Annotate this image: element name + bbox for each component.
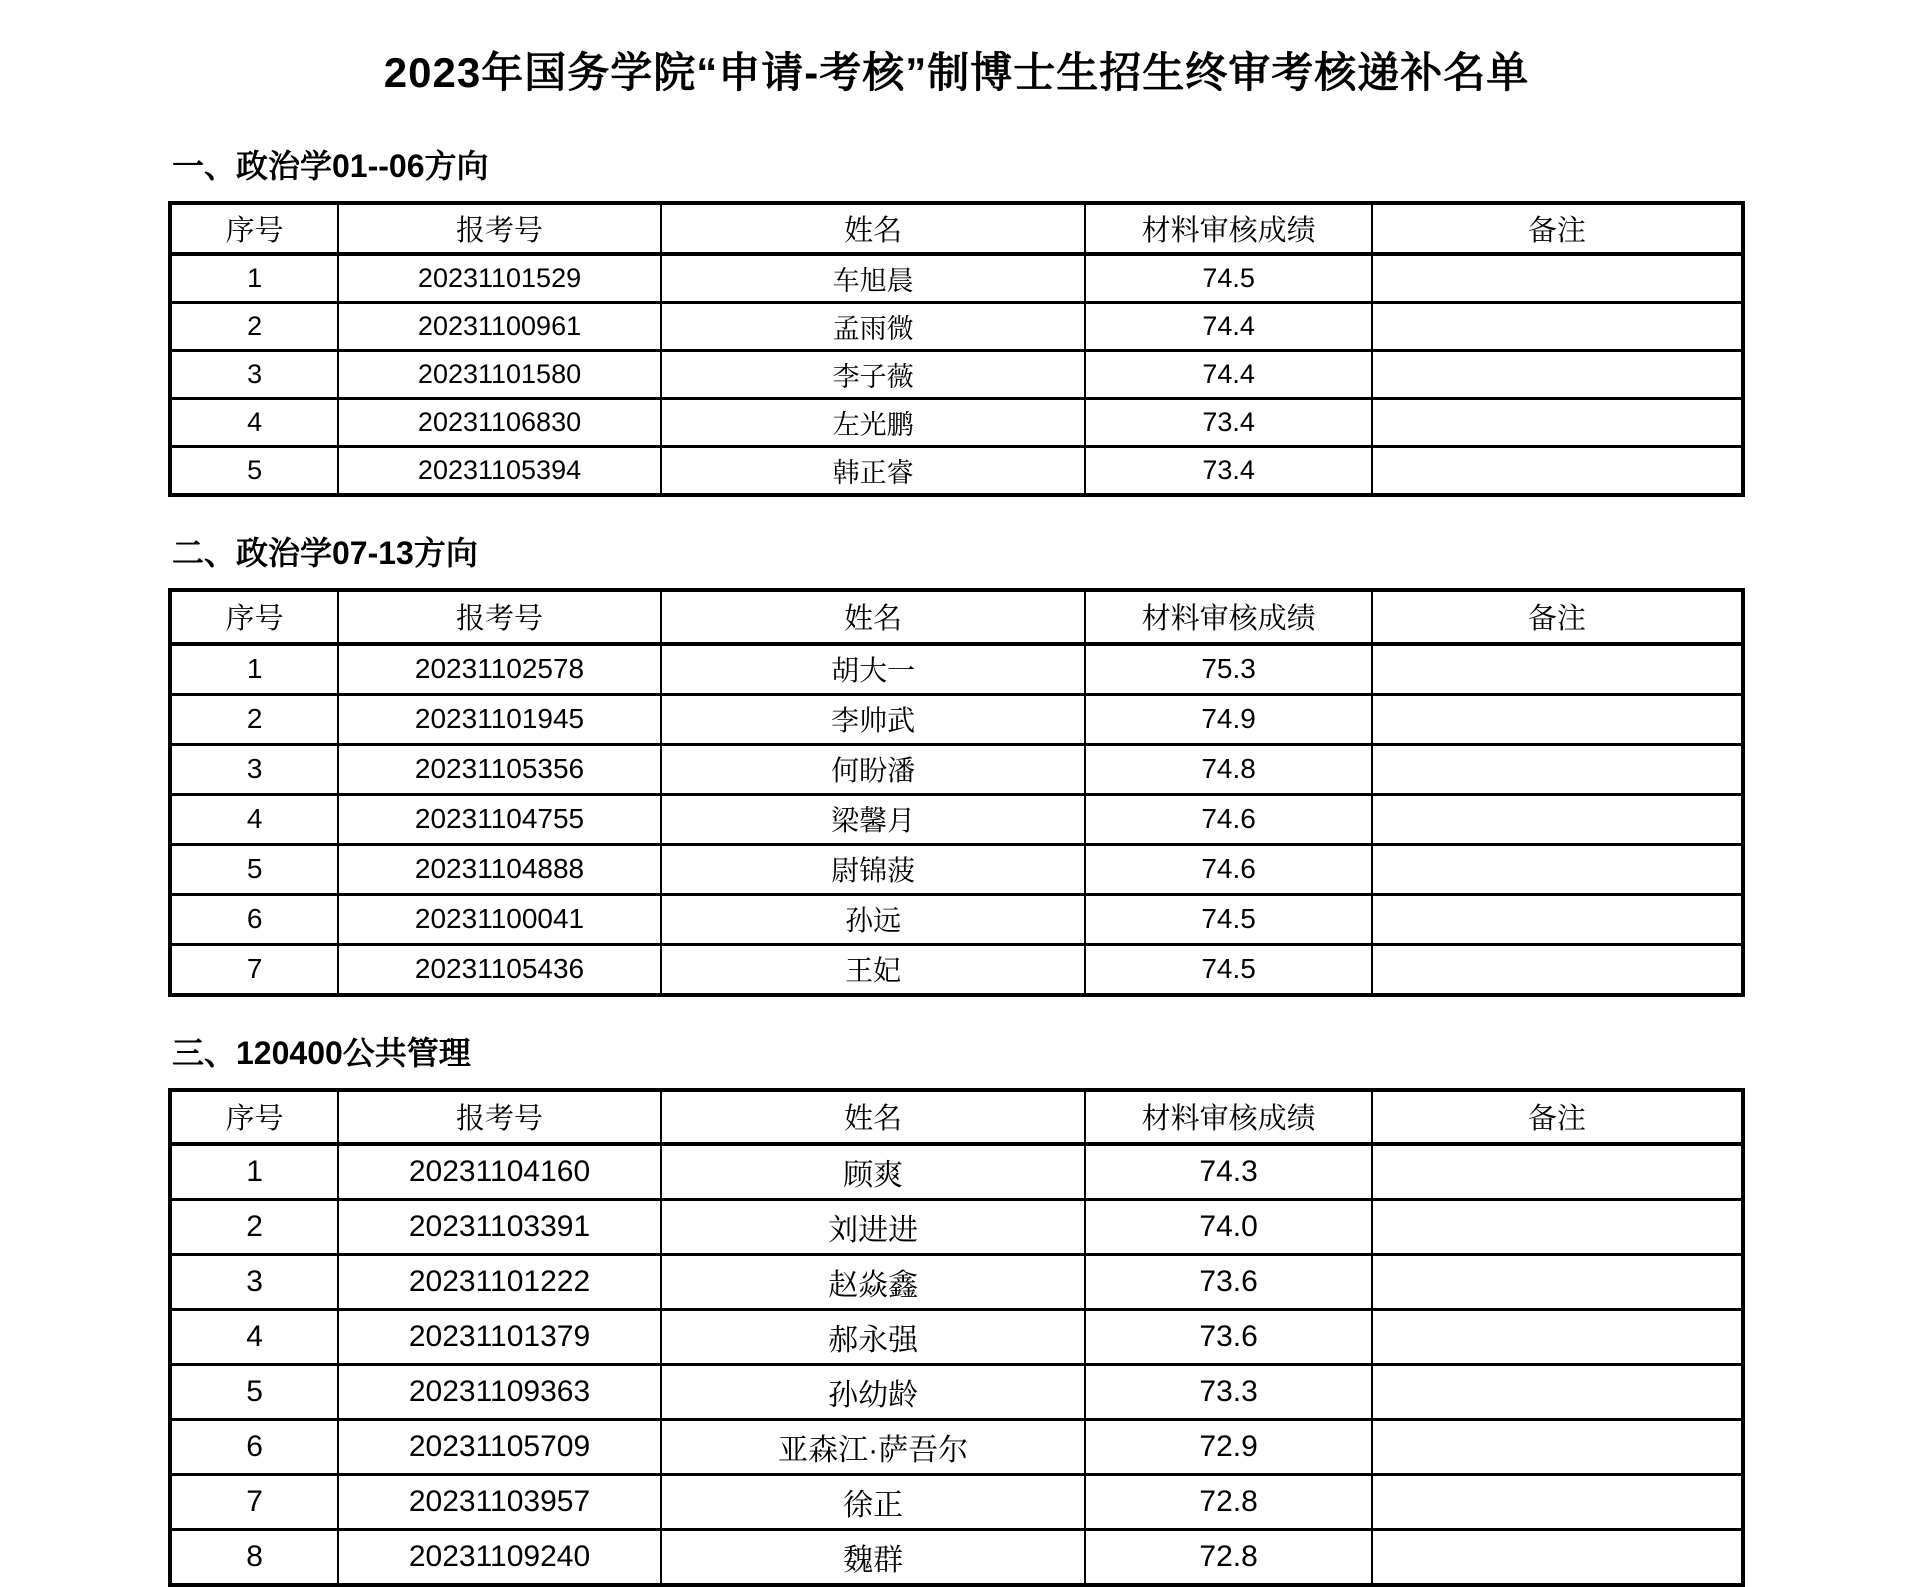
score-cell: 74.3: [1085, 1144, 1371, 1200]
name-cell: 车旭晨: [661, 254, 1086, 303]
score-cell: 73.6: [1085, 1254, 1371, 1309]
application-number-cell: 20231109363: [338, 1364, 660, 1419]
name-cell: 顾爽: [661, 1144, 1086, 1200]
no-cell: 2: [170, 1199, 338, 1254]
remark-cell: [1372, 844, 1743, 894]
remark-cell: [1372, 399, 1743, 447]
remark-cell: [1372, 644, 1743, 695]
name-cell: 胡大一: [661, 644, 1086, 695]
name-cell: 左光鹏: [661, 399, 1086, 447]
section-2-heading: 二、政治学07-13方向: [172, 535, 478, 572]
no-cell: 3: [170, 351, 338, 399]
no-cell: 1: [170, 254, 338, 303]
application-number-cell: 20231105356: [338, 744, 660, 794]
score-cell: 74.6: [1085, 794, 1371, 844]
table-header-row: [170, 1090, 1743, 1144]
table-header-row: [170, 203, 1743, 254]
table-row: [170, 1199, 1743, 1254]
remark-cell: [1372, 1419, 1743, 1474]
table-row: [170, 744, 1743, 794]
score-cell: 74.0: [1085, 1199, 1371, 1254]
section-public-administration: [168, 1035, 1745, 1587]
no-cell: 5: [170, 447, 338, 496]
remark-cell: [1372, 1474, 1743, 1529]
application-number-cell: 20231100961: [338, 303, 660, 351]
name-cell: 魏群: [661, 1529, 1086, 1585]
score-cell: 73.4: [1085, 447, 1371, 496]
application-number-cell: 20231101580: [338, 351, 660, 399]
no-cell: 4: [170, 794, 338, 844]
application-number-cell: 20231101945: [338, 694, 660, 744]
no-cell: 6: [170, 894, 338, 944]
remark-cell: [1372, 794, 1743, 844]
application-number-cell: 20231104755: [338, 794, 660, 844]
roster-table-3: [168, 1088, 1745, 1587]
remark-cell: [1372, 744, 1743, 794]
table-row: [170, 447, 1743, 496]
no-cell: 5: [170, 1364, 338, 1419]
application-number-cell: 20231100041: [338, 894, 660, 944]
table-row: [170, 694, 1743, 744]
no-cell: 5: [170, 844, 338, 894]
name-cell: 梁馨月: [661, 794, 1086, 844]
application-number-cell: 20231101529: [338, 254, 660, 303]
no-cell: 8: [170, 1529, 338, 1585]
score-cell: 75.3: [1085, 644, 1371, 695]
application-number-cell: 20231104160: [338, 1144, 660, 1200]
score-cell: 74.5: [1085, 894, 1371, 944]
column-header-remark: 备注: [1372, 1090, 1743, 1144]
table-row: [170, 1474, 1743, 1529]
column-header-remark: 备注: [1372, 203, 1743, 254]
name-cell: 孙远: [661, 894, 1086, 944]
table-row: [170, 1144, 1743, 1200]
table-row: [170, 894, 1743, 944]
column-header-no: 序号: [170, 590, 338, 644]
no-cell: 6: [170, 1419, 338, 1474]
name-cell: 李帅武: [661, 694, 1086, 744]
score-cell: 73.3: [1085, 1364, 1371, 1419]
score-cell: 72.8: [1085, 1474, 1371, 1529]
column-header-application-number: 报考号: [338, 590, 660, 644]
application-number-cell: 20231101222: [338, 1254, 660, 1309]
column-header-no: 序号: [170, 1090, 338, 1144]
remark-cell: [1372, 1364, 1743, 1419]
table-header-row: [170, 590, 1743, 644]
score-cell: 74.6: [1085, 844, 1371, 894]
application-number-cell: 20231106830: [338, 399, 660, 447]
roster-table-1: [168, 201, 1745, 497]
score-cell: 72.8: [1085, 1529, 1371, 1585]
table-row: [170, 1419, 1743, 1474]
application-number-cell: 20231105436: [338, 944, 660, 995]
table-row: [170, 944, 1743, 995]
table-row: [170, 1309, 1743, 1364]
table-row: [170, 844, 1743, 894]
remark-cell: [1372, 447, 1743, 496]
section-1-heading: 一、政治学01--06方向: [172, 148, 489, 185]
name-cell: 徐正: [661, 1474, 1086, 1529]
no-cell: 2: [170, 303, 338, 351]
column-header-application-number: 报考号: [338, 1090, 660, 1144]
column-header-no: 序号: [170, 203, 338, 254]
name-cell: 尉锦菠: [661, 844, 1086, 894]
remark-cell: [1372, 1199, 1743, 1254]
remark-cell: [1372, 944, 1743, 995]
score-cell: 73.6: [1085, 1309, 1371, 1364]
application-number-cell: 20231104888: [338, 844, 660, 894]
column-header-name: 姓名: [661, 1090, 1086, 1144]
column-header-score: 材料审核成绩: [1085, 203, 1371, 254]
no-cell: 7: [170, 1474, 338, 1529]
table-row: [170, 644, 1743, 695]
table-row: [170, 351, 1743, 399]
section-politics-01-06: [168, 148, 1745, 497]
column-header-name: 姓名: [661, 590, 1086, 644]
column-header-application-number: 报考号: [338, 203, 660, 254]
section-politics-07-13: [168, 535, 1745, 997]
remark-cell: [1372, 1254, 1743, 1309]
section-3-heading: 三、120400公共管理: [172, 1034, 471, 1071]
name-cell: 李子薇: [661, 351, 1086, 399]
remark-cell: [1372, 694, 1743, 744]
table-row: [170, 254, 1743, 303]
no-cell: 3: [170, 744, 338, 794]
no-cell: 4: [170, 399, 338, 447]
no-cell: 7: [170, 944, 338, 995]
application-number-cell: 20231102578: [338, 644, 660, 695]
page-title: 2023年国务学院“申请-考核”制博士生招生终审考核递补名单: [383, 49, 1530, 96]
score-cell: 74.5: [1085, 944, 1371, 995]
table-row: [170, 1254, 1743, 1309]
name-cell: 亚森江·萨吾尔: [661, 1419, 1086, 1474]
score-cell: 74.4: [1085, 351, 1371, 399]
name-cell: 孟雨微: [661, 303, 1086, 351]
table-row: [170, 794, 1743, 844]
application-number-cell: 20231105394: [338, 447, 660, 496]
remark-cell: [1372, 1529, 1743, 1585]
column-header-name: 姓名: [661, 203, 1086, 254]
score-cell: 74.5: [1085, 254, 1371, 303]
application-number-cell: 20231109240: [338, 1529, 660, 1585]
name-cell: 何盼潘: [661, 744, 1086, 794]
table-row: [170, 1529, 1743, 1585]
no-cell: 2: [170, 694, 338, 744]
remark-cell: [1372, 254, 1743, 303]
no-cell: 1: [170, 644, 338, 695]
column-header-score: 材料审核成绩: [1085, 1090, 1371, 1144]
roster-table-2: [168, 588, 1745, 997]
table-row: [170, 1364, 1743, 1419]
no-cell: 1: [170, 1144, 338, 1200]
table-row: [170, 399, 1743, 447]
remark-cell: [1372, 894, 1743, 944]
application-number-cell: 20231105709: [338, 1419, 660, 1474]
score-cell: 72.9: [1085, 1419, 1371, 1474]
application-number-cell: 20231101379: [338, 1309, 660, 1364]
name-cell: 郝永强: [661, 1309, 1086, 1364]
no-cell: 4: [170, 1309, 338, 1364]
name-cell: 韩正睿: [661, 447, 1086, 496]
table-row: [170, 303, 1743, 351]
remark-cell: [1372, 1309, 1743, 1364]
column-header-remark: 备注: [1372, 590, 1743, 644]
application-number-cell: 20231103391: [338, 1199, 660, 1254]
score-cell: 73.4: [1085, 399, 1371, 447]
name-cell: 刘进进: [661, 1199, 1086, 1254]
remark-cell: [1372, 351, 1743, 399]
name-cell: 赵焱鑫: [661, 1254, 1086, 1309]
name-cell: 王妃: [661, 944, 1086, 995]
score-cell: 74.4: [1085, 303, 1371, 351]
score-cell: 74.8: [1085, 744, 1371, 794]
column-header-score: 材料审核成绩: [1085, 590, 1371, 644]
name-cell: 孙幼龄: [661, 1364, 1086, 1419]
score-cell: 74.9: [1085, 694, 1371, 744]
remark-cell: [1372, 303, 1743, 351]
application-number-cell: 20231103957: [338, 1474, 660, 1529]
remark-cell: [1372, 1144, 1743, 1200]
no-cell: 3: [170, 1254, 338, 1309]
